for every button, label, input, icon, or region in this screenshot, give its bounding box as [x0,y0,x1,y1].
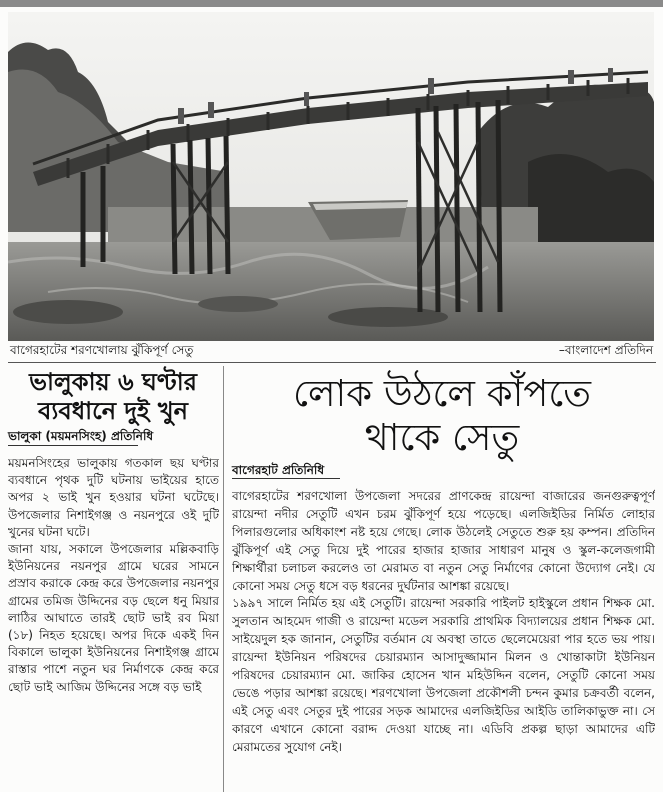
paragraph: জানা যায়, সকালে উপজেলার মল্লিকবাড়ি ইউনিয়নের নয়নপুর গ্রামে ঘরের সামনে প্রস্রাব করাকে কেন্দ্র করে উপজেলার নয়নপুর গ্রামের তমিজ উদ্দিনের বড় ছেলে ধনু মিয়ার লাঠির আঘাতে তারই ছোট ভাই রব মিয়া (১৮) নিহত হয়েছে। অপর দিকে একই দিন বিকালে ভালুকা ইউনিয়নের নিশাইগঞ্জ গ্রামে রাস্তার পাশে নতুন ঘর নির্মাণকে কেন্দ্র করে ছোট ভাই আজিম উদ্দিনের সঙ্গে বড় ভাই [8,542,219,694]
bridge-photo [8,12,654,341]
article-body-right [232,488,655,792]
byline-left: ভালুকা (ময়মনসিংহ) প্রতিনিধি [8,429,154,443]
headline-left-line1: ভালুকায় ৬ ঘণ্টার [29,368,197,396]
paragraph: ১৯৯৭ সালে নির্মিত হয় এই সেতুটি। রায়েন্দা সরকারি পাইলট হাইস্কুলে প্রধান শিক্ষক মো. সুলতান আহমেদ গাজী ও রায়েন্দা মডেল সরকারি প্রাথমিক বিদ্যালয়ের প্রধান শিক্ষক মো. সাইয়েদুল হক জানান, সেতুটির বর্তমান যে অবস্থা তাতে ছেলেমেয়েরা পার হতে ভয় পায়। রায়েন্দা ইউনিয়ন পরিষদের চেয়ারম্যান আসাদুজ্জামান মিলন ও খোন্তাকাটা ইউনিয়ন পরিষদের চেয়ারম্যান মো. জাকির হোসেন খান মহিউদ্দিন বলেন, সেতুটি কোনো সময় ভেঙে পড়ার আশঙ্কা রয়েছে। শরণখোলা উপজেলা প্রকৌশলী চন্দন কুমার চক্রবর্তী বলেন, এই সেতু এবং সেতুর দুই পারের সড়ক আমাদের এলজিইডির আইডি তালিকাভুক্ত না। সে কারণে এখানে কোনো বরাদ্দ দেওয়া যাচ্ছে না। এডিবি প্রকল্প ছাড়া আমাদের এটি মেরামতের সুযোগ নেই। [232,596,655,754]
headline-right-line1: লোক উঠলে কাঁপতে [292,372,592,415]
headline-right-line2: থাকে সেতু [364,416,520,459]
paragraph: বাগেরহাটের শরণখোলা উপজেলা সদরের প্রাণকেন্দ্র রায়েন্দা বাজারের জনগুরুত্বপূর্ণ রায়েন্দা নদীর সেতুটি এখন চরম ঝুঁকিপূর্ণ হয়ে পড়েছে। এলজিইডির নির্মিত লোহার পিলারগুলোর অধিকাংশ নষ্ট হয়ে গেছে। লোক উঠলেই সেতুতে শুরু হয় কম্পন। প্রতিদিন ঝুঁকিপূর্ণ এই সেতু দিয়ে দুই পারের হাজার হাজার সাধারণ মানুষ ও স্কুল-কলেজগামী শিক্ষার্থীরা চলাচল করলেও তা মেরামত বা নতুন সেতু নির্মাণের কোনো উদ্যোগ নেই। যে কোনো সময় সেতু ধসে বড় ধরনের দুর্ঘটনার আশঙ্কা রয়েছে। [232,489,655,593]
paragraph: ময়মনসিংহের ভালুকায় গতকাল ছয় ঘণ্টার ব্যবধানে পৃথক দুটি ঘটনায় ভাইয়ের হাতে অপর ২ ভাই খুন হওয়ার ঘটনা ঘটেছে। উপজেলার নিশাইগঞ্জ ও নয়নপুরে ওই দুটি খুনের ঘটনা ঘটে। [8,456,219,539]
photo-caption: বাগেরহাটের শরণখোলায় ঝুঁকিপূর্ণ সেতু [10,343,194,357]
top-border [0,0,663,7]
byline-right: বাগেরহাট প্রতিনিধি [232,463,325,477]
column-divider [223,366,224,792]
divider [8,362,656,363]
article-body-left [8,455,219,792]
byline-underline [8,445,138,446]
photo-credit: –বাংলাদেশ প্রতিদিন [558,343,653,357]
headline-left-line2: ব্যবধানে দুই খুন [38,397,188,425]
headline-left [8,368,218,426]
headline-right [232,372,652,460]
byline-underline [232,478,340,479]
